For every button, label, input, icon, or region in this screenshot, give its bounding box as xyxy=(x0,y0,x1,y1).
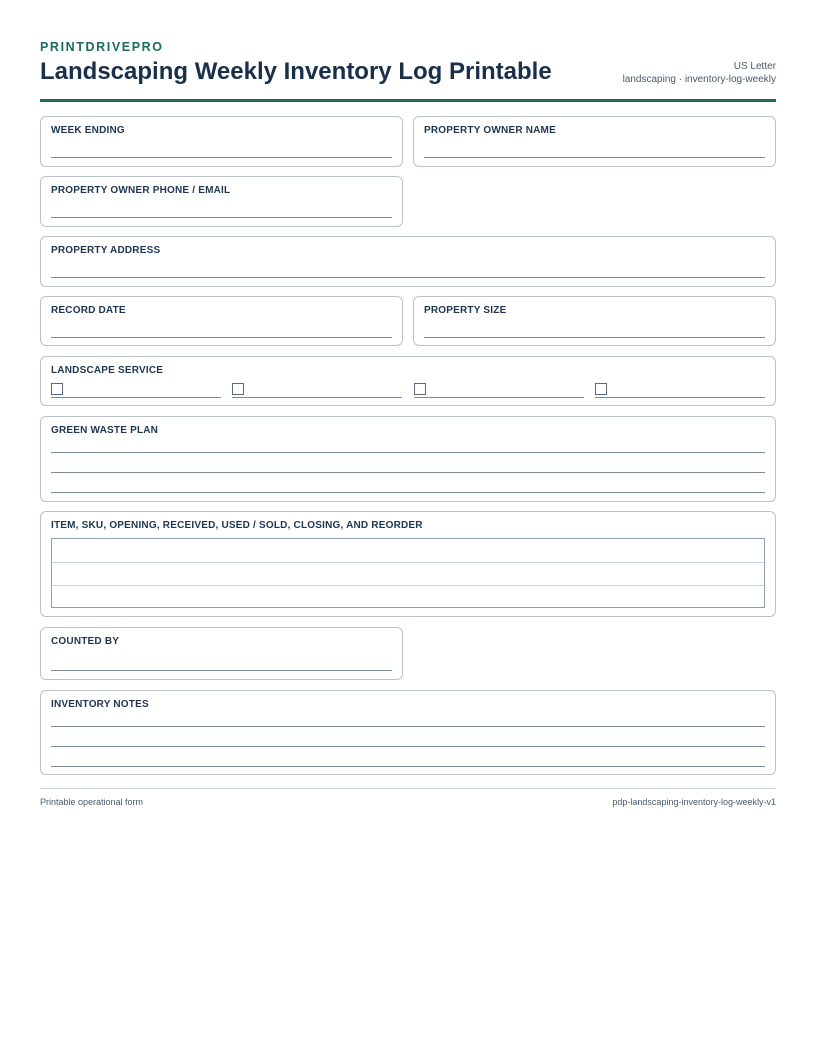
write-line xyxy=(51,492,765,493)
record-date-field[interactable] xyxy=(40,296,403,346)
write-line xyxy=(424,157,765,158)
field-label: PROPERTY ADDRESS xyxy=(51,245,161,256)
write-line xyxy=(51,746,765,747)
write-line xyxy=(51,157,392,158)
checkbox[interactable] xyxy=(51,383,63,395)
write-line xyxy=(51,452,765,453)
brand-logo-text: PRINTDRIVEPRO xyxy=(40,40,164,54)
table-row-divider xyxy=(52,562,764,563)
service-option[interactable] xyxy=(51,383,221,398)
property-owner-name-field[interactable] xyxy=(413,116,776,167)
field-label: INVENTORY NOTES xyxy=(51,699,149,710)
field-label: GREEN WASTE PLAN xyxy=(51,425,159,436)
write-line xyxy=(51,277,765,278)
property-size-field[interactable] xyxy=(413,296,776,346)
checkbox[interactable] xyxy=(595,383,607,395)
inventory-table-section xyxy=(40,511,776,617)
field-label: WEEK ENDING xyxy=(51,125,125,136)
week-ending-field[interactable] xyxy=(40,116,403,167)
write-line xyxy=(51,217,392,218)
category-label: landscaping · inventory-log-weekly xyxy=(622,74,776,85)
write-line xyxy=(424,337,765,338)
footer-description: Printable operational form xyxy=(40,797,144,807)
header-meta xyxy=(623,60,776,86)
footer-form-id: pdp-landscaping-inventory-log-weekly-v1 xyxy=(612,797,776,807)
service-option[interactable] xyxy=(595,383,765,398)
write-line xyxy=(51,726,765,727)
service-option[interactable] xyxy=(414,383,584,398)
property-address-field[interactable] xyxy=(40,236,776,287)
field-label: PROPERTY OWNER NAME xyxy=(424,125,556,136)
counted-by-field[interactable] xyxy=(40,627,403,680)
service-option[interactable] xyxy=(232,383,402,398)
write-line xyxy=(51,337,392,338)
write-line xyxy=(51,766,765,767)
write-line xyxy=(51,670,392,671)
inventory-table[interactable] xyxy=(51,538,765,608)
property-owner-contact-field[interactable] xyxy=(40,176,403,227)
checkbox[interactable] xyxy=(414,383,426,395)
field-label: ITEM, SKU, OPENING, RECEIVED, USED / SOLD, CLOSING, AND REORDER xyxy=(51,520,423,531)
field-label: COUNTED BY xyxy=(51,636,120,647)
page-title: Landscaping Weekly Inventory Log Printable xyxy=(40,58,552,85)
page-header xyxy=(40,40,776,102)
table-row-divider xyxy=(52,585,764,586)
write-line xyxy=(51,472,765,473)
field-label: PROPERTY OWNER PHONE / EMAIL xyxy=(51,185,231,196)
page-footer xyxy=(40,788,776,807)
paper-size-label: US Letter xyxy=(733,61,776,72)
checkbox[interactable] xyxy=(232,383,244,395)
green-waste-plan-field[interactable] xyxy=(40,416,776,502)
landscape-service-field xyxy=(40,356,776,406)
field-label: LANDSCAPE SERVICE xyxy=(51,365,164,376)
inventory-notes-field[interactable] xyxy=(40,690,776,775)
field-label: PROPERTY SIZE xyxy=(424,305,507,316)
field-label: RECORD DATE xyxy=(51,305,126,316)
